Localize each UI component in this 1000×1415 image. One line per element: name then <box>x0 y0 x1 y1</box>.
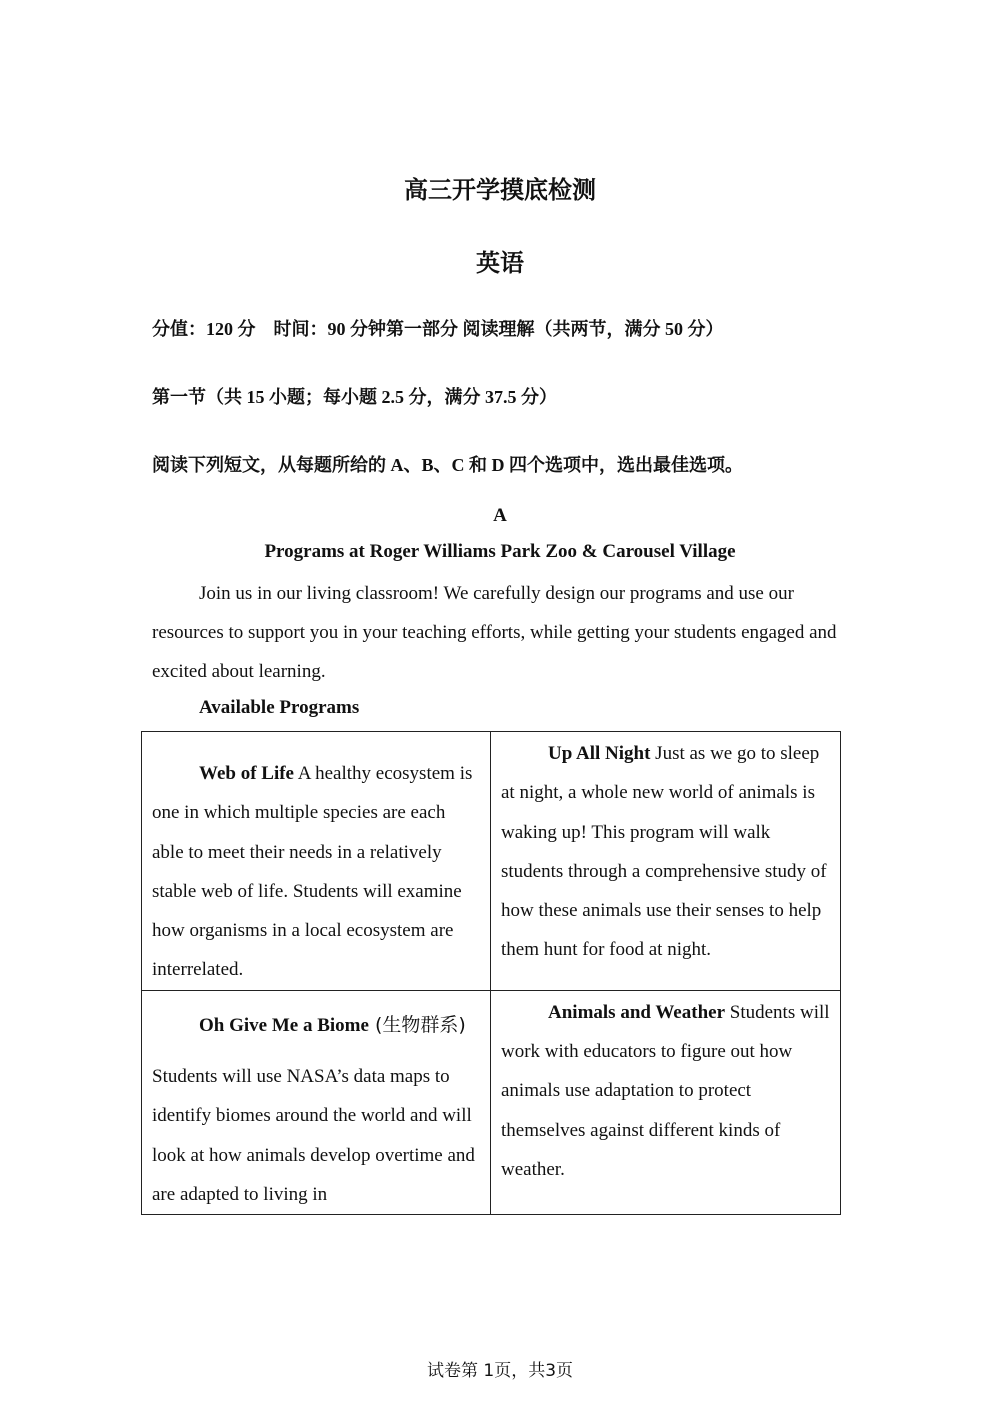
programs-table <box>141 731 841 1215</box>
score-time-line: 分值：120 分 时间：90 分钟第一部分 阅读理解（共两节，满分 50 分） <box>152 319 724 339</box>
section-one-line: 第一节（共 15 小题；每小题 2.5 分，满分 37.5 分） <box>152 387 557 407</box>
page-footer: 试卷第 1页，共3页 <box>426 1361 574 1381</box>
program-name: Web of Life <box>199 763 294 784</box>
program-description: Just as we go to sleep at night, a whole new world of animals is waking up! This program will walk students through a comprehensive study of how these animals use their senses to help them hunt for food at night. <box>501 743 827 961</box>
table-row <box>142 990 841 1214</box>
program-cell-up-all-night <box>491 732 841 991</box>
available-programs-heading: Available Programs <box>199 697 360 718</box>
program-name: Oh Give Me a Biome <box>199 1014 369 1036</box>
program-cell-web-of-life <box>142 732 491 991</box>
program-name: Animals and Weather <box>548 1001 726 1023</box>
subject-title: 英语 <box>476 249 524 277</box>
program-cell-biome <box>142 990 491 1214</box>
program-description: Students will use NASA’s data maps to identify biomes around the world and will look at how animals develop overtime and are adapted to living in <box>152 1066 475 1205</box>
passage-title: Programs at Roger Williams Park Zoo & Carousel Village <box>264 541 736 562</box>
exam-title: 高三开学摸底检测 <box>404 176 596 204</box>
passage-letter: A <box>493 505 507 526</box>
passage-intro: Join us in our living classroom! We carefully design our programs and use our resources to support you in your teaching efforts, while getting your students engaged and excited about learning. <box>152 583 837 682</box>
program-description: A healthy ecosystem is one in which multiple species are each able to meet their needs in a relatively stable web of life. Students will examine how organisms in a local ecosystem are interrelated. <box>152 763 473 981</box>
program-cell-animals-weather <box>491 990 841 1214</box>
program-name-note: (生物群系) <box>368 1013 466 1036</box>
program-description: Students will work with educators to figure out how animals use adaptation to protect themselves against different kinds of weather. <box>501 1001 830 1180</box>
reading-instruction-line: 阅读下列短文，从每题所给的 A、B、C 和 D 四个选项中，选出最佳选项。 <box>152 455 743 475</box>
table-row <box>142 732 841 991</box>
program-name: Up All Night <box>548 743 651 764</box>
